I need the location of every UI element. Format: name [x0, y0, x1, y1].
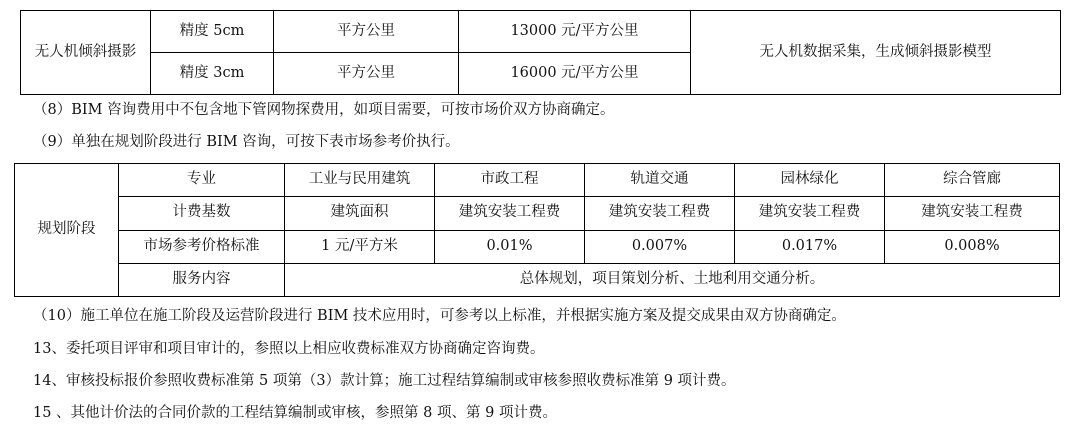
row-label-cell: 服务内容: [119, 263, 285, 296]
row-label-cell: 专业: [119, 164, 285, 197]
column-header-cell: 市政工程: [435, 164, 585, 197]
table-row: [15, 263, 1060, 296]
basis-cell: 建筑安装工程费: [585, 197, 735, 230]
column-header-cell: 轨道交通: [585, 164, 735, 197]
note-9: （9）单独在规划阶段进行 BIM 咨询，可按下表市场参考价执行。: [33, 134, 460, 150]
service-content-cell: 总体规划，项目策划分析、土地利用交通分析。: [285, 263, 1060, 296]
uav-pricing-table: [20, 10, 1061, 95]
basis-cell: 建筑面积: [285, 197, 435, 230]
precision-cell: 精度 5cm: [151, 11, 274, 53]
table-row: [15, 164, 1060, 197]
row-label-cell: 市场参考价格标准: [119, 230, 285, 263]
price-cell: 0.017%: [735, 230, 885, 263]
row-label-cell: 计费基数: [119, 197, 285, 230]
precision-cell: 精度 3cm: [151, 53, 274, 95]
uav-description-cell: 无人机数据采集，生成倾斜摄影模型: [691, 11, 1061, 95]
basis-cell: 建筑安装工程费: [885, 197, 1060, 230]
price-cell: 16000 元/平方公里: [459, 53, 691, 95]
stage-cell: 规划阶段: [15, 164, 119, 297]
column-header-cell: 综合管廊: [885, 164, 1060, 197]
price-cell: 1 元/平方米: [285, 230, 435, 263]
basis-cell: 建筑安装工程费: [435, 197, 585, 230]
paragraph-14: 14、审核投标报价参照收费标准第 5 项第（3）款计算；施工过程结算编制或审核参照收费标准第 9 项计费。: [33, 373, 736, 389]
paragraph-10: （10）施工单位在施工阶段及运营阶段进行 BIM 技术应用时，可参考以上标准，并根据实施方案及提交成果由双方协商确定。: [33, 308, 846, 324]
planning-stage-table: [14, 163, 1060, 297]
note-8: （8）BIM 咨询费用中不包含地下管网物探费用，如项目需要，可按市场价双方协商确定。: [33, 102, 615, 118]
price-cell: 13000 元/平方公里: [459, 11, 691, 53]
paragraph-15: 15 、其他计价法的合同价款的工程结算编制或审核，参照第 8 项、第 9 项计费。: [33, 405, 557, 421]
price-cell: 0.008%: [885, 230, 1060, 263]
price-cell: 0.01%: [435, 230, 585, 263]
basis-cell: 建筑安装工程费: [735, 197, 885, 230]
table-row: [15, 197, 1060, 230]
unit-cell: 平方公里: [274, 11, 459, 53]
column-header-cell: 工业与民用建筑: [285, 164, 435, 197]
table-row: [21, 11, 1061, 53]
price-cell: 0.007%: [585, 230, 735, 263]
unit-cell: 平方公里: [274, 53, 459, 95]
table-row: [15, 230, 1060, 263]
uav-category-cell: 无人机倾斜摄影: [21, 11, 151, 95]
column-header-cell: 园林绿化: [735, 164, 885, 197]
paragraph-13: 13、委托项目评审和项目审计的，参照以上相应收费标准双方协商确定咨询费。: [33, 341, 545, 357]
